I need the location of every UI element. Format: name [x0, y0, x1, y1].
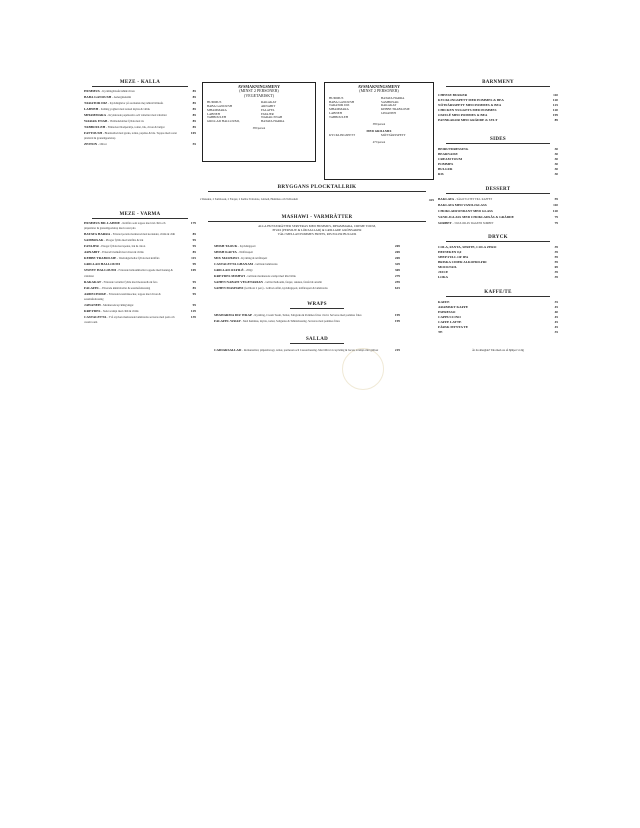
item-name: ARNABIT: [84, 250, 100, 255]
grill-title: MED GRILLMIX: [366, 128, 392, 133]
item-price: 30: [554, 167, 558, 171]
item-name: BEARNAISE: [438, 152, 458, 156]
item-price: 95: [192, 291, 196, 296]
menu-item: [214, 256, 400, 261]
tasting-item: RAKAKAT: [381, 103, 397, 108]
item-name: TE: [438, 330, 443, 334]
item-price: 85: [192, 125, 196, 129]
menu-item: [214, 274, 400, 279]
tasting-item: MHAMMARA: [329, 107, 349, 112]
mashawi-intro: VÄLJ MELLAN POMMES FRITES, RIS ELLER BULGUR: [277, 232, 357, 236]
item-price: 85: [192, 89, 196, 93]
item-price: 85: [192, 107, 196, 111]
menu-item: [438, 162, 558, 166]
item-name: CHICKEN NUGGETS MED POMMES: [438, 108, 497, 112]
item-price: 110: [553, 93, 558, 97]
item-name: MIX MASHAWI: [214, 256, 239, 260]
menu-item: [438, 300, 558, 304]
menu-item: [438, 320, 558, 324]
item-price: 199: [394, 313, 400, 317]
item-desc: - Oliver: [98, 143, 107, 147]
menu-item: [214, 286, 400, 291]
item-price: 79: [554, 221, 558, 225]
menu-item: [438, 270, 558, 274]
item-desc: - 200gr: [244, 269, 253, 272]
item-price: 269: [394, 250, 400, 254]
item-name: FATAJER: [84, 244, 99, 249]
tasting-item: WARAK ENAB: [261, 115, 283, 120]
item-price: 115: [191, 256, 196, 261]
menu-item: [438, 330, 558, 334]
item-name: FALAFEL WRAP: [214, 319, 241, 323]
item-name: CHEESE BURGER: [438, 93, 468, 97]
item-name: SORBET: [438, 221, 452, 225]
item-price: 219: [394, 348, 400, 352]
item-desc: - Grillade marinerade scampi med Ris/vitlök: [245, 275, 296, 278]
menu-item: [214, 280, 400, 285]
menu-item: [84, 238, 196, 243]
item-price: 95: [192, 302, 196, 307]
item-price: 39: [554, 250, 558, 254]
item-price: 269: [394, 256, 400, 260]
item-name: SHISH TAOUK: [214, 244, 238, 248]
tasting-item: FALAFEL: [261, 107, 275, 112]
tasting-item: TABBOULEH: [329, 114, 349, 119]
item-name: LOKA: [438, 275, 448, 279]
tasting-item: SAMBOSAK: [381, 99, 399, 104]
grill-item: KYCKLINGSPETT: [329, 133, 356, 137]
tasting-item: MHAMMARA: [207, 107, 227, 112]
menu-item: [84, 303, 196, 308]
grill-item: MÖTTÄRSSPETT: [381, 133, 406, 137]
item-name: CAPPUCCINO: [438, 315, 461, 319]
item-name: MOCKTAIL: [438, 265, 457, 269]
item-price: 85: [192, 113, 196, 117]
item-name: JUICE: [438, 270, 449, 274]
item-price: 35: [554, 330, 558, 334]
section-title-sides: SIDES: [446, 137, 550, 144]
item-name: KREYDES MISHWI: [214, 274, 245, 278]
item-desc: - Marinerade kycklingvingar: [101, 303, 134, 307]
item-name: CADIARSALLAD: [214, 348, 242, 352]
item-desc: - Grillade lammracks: [253, 263, 278, 266]
item-price: 269: [394, 244, 400, 248]
menu-item: [84, 221, 196, 231]
item-desc: - Kycklingärtor på aromatisk mej tahini/vitlöksås: [108, 102, 164, 105]
item-name: CREAM TOUM: [438, 157, 463, 161]
item-price: 110: [553, 203, 558, 207]
mashawi-intro: ALLA HUVUDRÄTTER SERVERAS MED HUMMUS, MHAMMARA, CREME TOUM,: [258, 224, 376, 228]
item-name: BAKLAVA: [438, 197, 455, 201]
item-price: 45: [554, 305, 558, 309]
menu-item: [214, 244, 400, 249]
menu-item: [84, 244, 196, 249]
item-name: VANILJGLASS MED CHOKLADSÅS & GRÄDDE: [438, 215, 514, 219]
item-price: 85: [192, 285, 196, 290]
item-name: CAFFE LATTE: [438, 320, 462, 324]
menu-sheet: [84, 78, 558, 426]
item-desc: - Friterad potatis marinerad med koriander, vitlök & chili: [111, 233, 176, 237]
menu-item: [214, 268, 400, 273]
item-name: FÄRSK MYNTA TE: [438, 325, 469, 329]
tasting-menu-vegetarian: [202, 82, 316, 162]
menu-item: [438, 157, 558, 161]
section-title-mashawi: MASHAWI - VARMRÄTTER: [208, 215, 426, 222]
item-name: KYCKLINGSPETT MED POMMES & BEA: [438, 98, 504, 102]
item-name: ZEITON: [84, 142, 98, 147]
menu-item: [438, 310, 558, 314]
menu-item: [438, 315, 558, 319]
tasting-item: LABNEH: [207, 111, 220, 116]
menu-item: [214, 319, 400, 324]
item-desc: - Auberginekräm: [112, 96, 132, 99]
tasting-item: JAWANEH: [381, 111, 396, 115]
item-name: POMMES: [438, 162, 454, 166]
item-name: RIS: [438, 172, 444, 176]
item-desc: - SÅGOT LITET TILL KAFFET: [454, 198, 493, 201]
item-desc: - Piroger fyllda med spenat, lök & citron: [99, 245, 146, 249]
menu-item: [214, 313, 400, 318]
tasting-item: [381, 116, 429, 120]
menu-item: [84, 142, 196, 147]
section-title-plock: BRYGGANS PLOCKTALLRIK: [208, 184, 426, 192]
item-name: BEIRUTDRESSING: [438, 147, 469, 151]
item-price: 95: [192, 244, 196, 249]
item-price: 129: [190, 308, 196, 313]
item-price: 120: [552, 209, 558, 213]
tasting-item: BABA GANOUSH: [207, 104, 233, 109]
section-title-dryck: DRYCK: [446, 235, 550, 242]
item-name: BABA GANOUSH: [84, 95, 112, 99]
tasting-price: 385/person: [372, 122, 386, 126]
item-desc: - Romansallad, pinjenötsrogt, tomat, parmesan och Caesardressing. Med tillval av kyckling & bacon, scampi eller grillost: [242, 349, 379, 352]
menu-item: [84, 119, 196, 124]
tasting-item: TABBOULEH: [207, 115, 227, 120]
item-price: 89: [554, 118, 558, 122]
menu-item: [84, 89, 196, 94]
menu-item: [84, 315, 196, 325]
section-title-sallad: SALLAD: [290, 337, 344, 344]
item-desc: - Vinbladsdolmar fyllda med ris: [108, 120, 144, 123]
item-price: 369: [394, 268, 400, 272]
item-price: 105: [190, 131, 196, 135]
menu-item: [438, 172, 558, 176]
item-name: ESPRESSO: [438, 310, 456, 314]
menu-item: [438, 93, 558, 97]
menu-item: [438, 209, 558, 214]
menu-item: [438, 152, 558, 156]
item-price: 199: [394, 319, 400, 323]
item-price: 55: [192, 142, 196, 147]
item-price: 40: [554, 310, 558, 314]
item-desc: - Vetebulgurbollar fyllda med köttfärs: [117, 257, 160, 261]
item-name: FATTOUSH: [84, 131, 103, 135]
item-name: NÖTFÄRSSPETT MED POMMES & BEA: [438, 103, 502, 107]
menu-item: [438, 103, 558, 107]
tasting-item: BATATA HARRA: [261, 119, 285, 124]
tasting-title: AVSMAKNINGSMENY: [237, 84, 281, 89]
tasting-sub2: (VEGETARISKT): [244, 92, 274, 98]
item-price: 59: [554, 255, 558, 259]
item-name: SAHEN NABATI VEGETARIAN: [214, 280, 263, 284]
item-name: BRISKA CIDER ALKOHOLFRI: [438, 260, 487, 264]
item-name: SAHEN MASHAWI: [214, 286, 244, 290]
item-desc: - Friterade kikärtsbollar & sesamsåsdressing: [100, 286, 151, 290]
menu-item: [214, 348, 400, 353]
item-name: HEINEKEN 0,0: [438, 250, 462, 254]
item-desc: - Kyckling & nötfärspett: [239, 257, 268, 260]
menu-item: [84, 125, 196, 130]
menu-item: [438, 108, 558, 112]
item-name: TARATOR DIZ: [84, 101, 108, 105]
menu-item: [438, 265, 558, 269]
menu-item: [84, 250, 196, 255]
item-name: OXFILÉ MED POMMES & BEA: [438, 113, 488, 117]
menu-item: [84, 107, 196, 112]
plock-price: 425: [428, 198, 434, 202]
item-price: 95: [192, 279, 196, 284]
item-desc: - Stekt scampi med chili & vitlök: [101, 309, 139, 313]
item-price: 45: [554, 315, 558, 319]
item-price: 199: [552, 113, 558, 117]
item-price: 39: [554, 270, 558, 274]
tasting-item: KEBBE TRABLOSIE: [381, 107, 410, 112]
menu-item: [84, 256, 196, 261]
column-meze: [84, 78, 196, 326]
item-name: CASTALETTA: [84, 314, 107, 319]
item-price: 45: [554, 320, 558, 324]
menu-item: [438, 98, 558, 102]
menu-item: [438, 113, 558, 117]
plock-desc: 2 Rakakat, 2 Sambosak, 2 Fatajer, 2 Kebbe Trabolsie, Labneh, Hummus och Tabbouleh: [200, 198, 298, 201]
grill-price: 475/person: [372, 140, 386, 144]
item-desc: - Krydderade paprikaröra och valnötter med valnötter: [106, 114, 167, 117]
item-desc: - Friterad blomkål med citron & vitlök: [100, 251, 144, 255]
watermark-logo: [342, 348, 384, 390]
item-price: 95: [192, 238, 196, 243]
item-price: 39: [554, 275, 558, 279]
menu-item: [84, 101, 196, 106]
item-desc: - Blandsallad med gurka, tomat, paprika & lök. Toppas med rostat pitabröd & granatäppelsirap: [84, 132, 177, 141]
item-name: RAKAKAT: [84, 279, 102, 284]
menu-item: [438, 215, 558, 220]
item-price: 120: [552, 108, 558, 112]
item-name: JAWANEH: [84, 302, 101, 307]
item-name: KREYDES: [84, 308, 101, 313]
item-name: MHAMMARA: [84, 113, 107, 117]
item-name: HUMMUS BIL LAHME: [84, 221, 120, 226]
item-price: 79: [554, 215, 558, 219]
menu-item: [438, 203, 558, 208]
item-price: 30: [554, 152, 558, 156]
item-price: 69: [554, 265, 558, 269]
item-price: 279: [394, 274, 400, 278]
tasting-sub: (MINST 2 PERSONER): [359, 88, 399, 94]
menu-item: [438, 275, 558, 279]
item-price: 30: [554, 172, 558, 176]
menu-item: [84, 292, 196, 302]
item-desc: - Kyckling, Cream Toum, Tomat, Saltgurka & Pommes frites i bröd. Serveras med pommes frites: [252, 314, 362, 317]
tasting-item: TARATOR DIZ: [329, 103, 350, 108]
item-desc: - Krämig yoghurt med torkad mynta & vitlök: [99, 108, 150, 111]
menu-item: [214, 250, 400, 255]
section-title-meze-kalla: MEZE - KALLA: [92, 80, 188, 87]
tasting-item: GRILLAD HALLOUMI,: [207, 119, 240, 124]
allergy-note: Är du allergisk? Tala med oss så hjälper vi dig: [472, 349, 524, 352]
menu-item: [438, 245, 558, 249]
item-name: BULGUR: [438, 167, 453, 171]
item-price: 139: [190, 314, 196, 319]
menu-item: [84, 268, 196, 278]
item-price: 109: [190, 268, 196, 273]
menu-item: [84, 280, 196, 285]
menu-item: [438, 260, 558, 264]
item-desc: (Grilltorn 2 pers) - Grillad oxfilé, kycklingspett, nötfärsspett & lammracks: [244, 287, 328, 290]
item-price: 259: [394, 280, 400, 284]
item-name: GRILLAD HALLOUMI: [84, 262, 120, 267]
item-price: 30: [554, 162, 558, 166]
menu-item: [438, 118, 558, 122]
item-price: 45: [554, 325, 558, 329]
section-title-meze-varma: MEZE - VARMA: [92, 212, 188, 219]
menu-item: [84, 286, 196, 291]
menu-item: [438, 147, 558, 151]
item-price: 99: [192, 262, 196, 267]
tasting-item: HUMMUS: [329, 95, 344, 100]
menu-item: [438, 197, 558, 202]
tasting-item: RAKAKAT: [261, 100, 277, 105]
item-name: HUMMUS: [84, 89, 100, 93]
item-name: ARDECHOKE: [84, 291, 107, 296]
item-desc: - Friterade vetrullar fyllda med mozzarella & feta: [101, 280, 158, 284]
tasting-item: HUMMUS: [207, 100, 222, 105]
item-desc: - Nötfärsspett: [237, 251, 254, 254]
item-desc: - Friterade kronärtskockor, toppas med citron & sesamsåsdressing: [84, 292, 161, 301]
item-price: 120: [552, 98, 558, 102]
item-desc: - Köttfärs som toppas med röd chili och pinjenötter & granatäppelsirap med rostat pita: [84, 222, 166, 231]
item-desc: - 3 KULOR AV DAGENS SORBET: [452, 222, 494, 225]
menu-item: [84, 309, 196, 314]
menu-item: [438, 221, 558, 226]
item-price: 85: [192, 232, 196, 237]
item-name: ARABISKT KAFFE: [438, 305, 468, 309]
item-name: BAKLAVA MED VANILJGLASS: [438, 203, 487, 207]
mashawi-intro: PIVAS (PERSILJE & LÖKSALLAD) & GRILLADE GRÖNSAKER: [272, 228, 362, 232]
menu-item: [84, 232, 196, 237]
item-name: BATATA HARRA: [84, 232, 111, 237]
menu-item: [84, 95, 196, 100]
item-name: FALAFEL: [84, 285, 100, 290]
item-name: WARAK ENAB: [84, 119, 108, 123]
menu-item: [438, 167, 558, 171]
item-price: 329: [394, 262, 400, 266]
item-price: 30: [554, 157, 558, 161]
item-price: 85: [192, 101, 196, 105]
menu-item: [438, 250, 558, 254]
item-price: 39: [554, 245, 558, 249]
tasting-item: BABA GANOUSH: [329, 99, 355, 104]
item-name: GRILLAD OXFILÉ: [214, 268, 244, 272]
item-desc: - Kycklingärtssås/tahini/citron: [100, 90, 135, 93]
section-title-kaffe: KAFFE/TE: [446, 290, 550, 297]
item-desc: - Piroger fyllda med köttfärs & lök: [104, 239, 144, 243]
item-desc: - Två stycken marinerade lammracks serveras med pom och cream toum: [84, 315, 175, 325]
item-name: LABNEH: [84, 107, 99, 111]
item-name: CASTALETTA GHANAM: [214, 262, 253, 266]
item-desc: - Kycklingspett: [238, 245, 256, 248]
item-price: 125: [552, 103, 558, 107]
item-desc: - Finhackad bladpersilja, tomat, lök, citron & bulgur: [106, 126, 165, 129]
item-name: SWEET HALLOUMI: [84, 268, 117, 273]
item-price: 59: [554, 260, 558, 264]
item-name: TABBOULEH: [84, 125, 106, 129]
menu-item: [438, 305, 558, 309]
menu-item: [84, 262, 196, 267]
tasting-item: LABNEH: [329, 111, 342, 115]
item-name: SHISH KAFTA: [214, 250, 237, 254]
tasting-item: BATATA HARRA: [381, 95, 405, 100]
item-price: 179: [190, 221, 196, 226]
item-name: SHAWARMA DIZ WRAP: [214, 313, 252, 317]
item-name: SHEP FULL OF IPA: [438, 255, 469, 259]
tasting-price: 385/person: [252, 127, 266, 130]
tasting-item: FATAJER: [261, 111, 274, 116]
item-price: 85: [192, 119, 196, 123]
menu-item: [438, 325, 558, 329]
item-price: 615: [394, 286, 400, 290]
column-right: [438, 78, 558, 352]
item-name: SAMBOSAK: [84, 238, 104, 243]
item-price: 59: [554, 197, 558, 201]
item-desc: - Med hummus, mynta, tomat, Saltgurka & Tahinidressing. Serveras med pommes frites: [241, 320, 340, 323]
section-title-barnmeny: BARNMENY: [446, 80, 550, 87]
tasting-item: ARNABIT: [261, 104, 276, 109]
item-name: PANNKAKOR MED GRÄDDE & SYLT: [438, 118, 498, 122]
menu-item: [84, 113, 196, 118]
item-name: KAFFE: [438, 300, 450, 304]
item-desc: - Friterade halloumibollar toppade med honung & valnötter: [84, 269, 173, 278]
tasting-sub: (MINST 2 PERSONER): [239, 88, 279, 94]
section-title-wraps: WRAPS: [290, 302, 344, 309]
item-price: 85: [192, 250, 196, 255]
menu-item: [214, 262, 400, 267]
tasting-title: AVSMAKNINGSMENY: [357, 84, 401, 89]
tasting-menu: [324, 82, 434, 180]
item-price: 85: [192, 95, 196, 99]
section-title-dessert: DESSERT: [446, 187, 550, 194]
item-name: KEBBE TRABOLSIE: [84, 256, 117, 261]
item-price: 35: [554, 300, 558, 304]
menu-item: [84, 131, 196, 141]
item-desc: - Grillad halloumi, fatajer, rakakat, falafel & arnabit: [263, 281, 322, 284]
menu-item: [438, 255, 558, 259]
item-price: 30: [554, 147, 558, 151]
item-name: CHOKLADFONDANT MED GLASS: [438, 209, 493, 213]
item-name: COLA, FANTA, SPRITE, COLA ZERO: [438, 245, 497, 249]
